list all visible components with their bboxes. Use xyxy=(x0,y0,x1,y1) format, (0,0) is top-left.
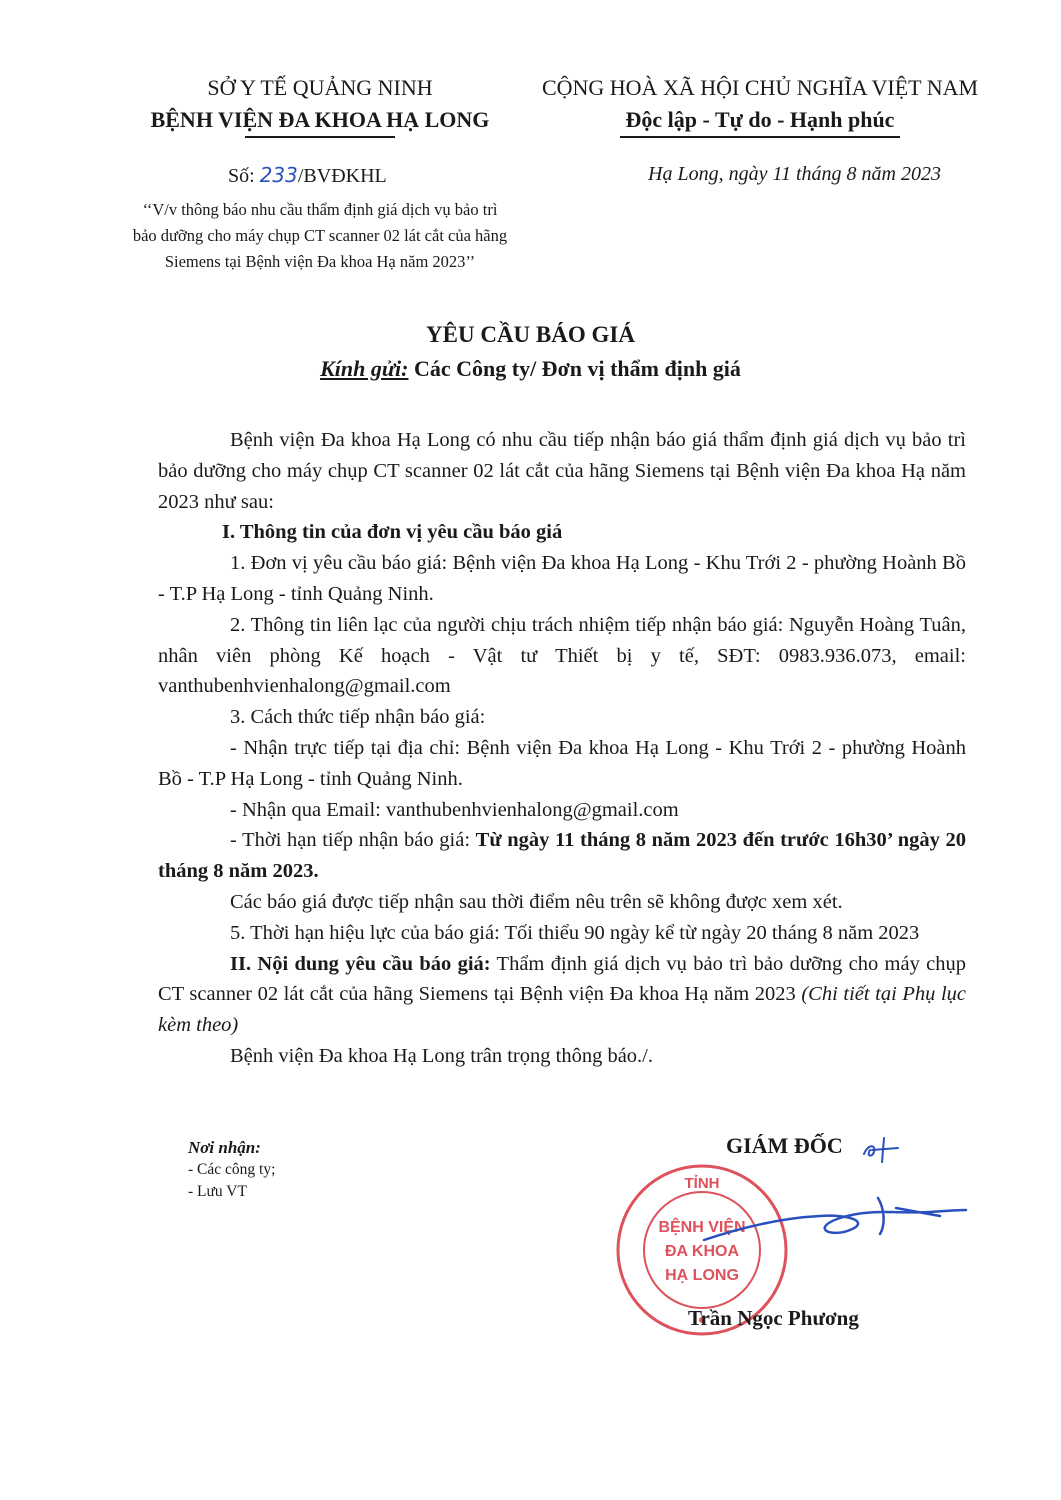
handwritten-signature xyxy=(700,1188,970,1248)
stamp-line-1: BỆNH VIỆN xyxy=(658,1219,746,1236)
item-1: 1. Đơn vị yêu cầu báo giá: Bệnh viện Đa khoa Hạ Long - Khu Trới 2 - phường Hoành Bồ - T.P Hạ Long - tỉnh Quảng Ninh. xyxy=(158,552,966,605)
signer-name: Trần Ngọc Phương xyxy=(688,1306,859,1330)
hospital-underline xyxy=(245,136,395,138)
note-paragraph: Các báo giá được tiếp nhận sau thời điểm nêu trên sẽ không được xem xét. xyxy=(230,890,843,913)
motto-underline xyxy=(620,136,900,138)
recipient-label: Kính gửi: xyxy=(320,356,409,381)
header-left xyxy=(120,72,520,138)
recipient-text: Các Công ty/ Đơn vị thẩm định giá xyxy=(408,356,741,381)
hospital-name: BỆNH VIỆN ĐA KHOA HẠ LONG xyxy=(150,107,490,132)
item-3: 3. Cách thức tiếp nhận báo giá: xyxy=(230,706,486,729)
receivers-block xyxy=(188,1137,275,1203)
receiver-item: - Các công ty; xyxy=(188,1161,276,1178)
stamp-line-2: ĐA KHOA xyxy=(664,1243,740,1260)
receivers-label: Nơi nhận: xyxy=(188,1138,261,1157)
intro-paragraph: Bệnh viện Đa khoa Hạ Long có nhu cầu tiếp nhận báo giá thẩm định giá dịch vụ bảo trì bảo dưỡng cho máy chụp CT scanner 02 lát cắt của hãng Siemens tại Bệnh viện Đa khoa Hạ năm 2023 như sau: xyxy=(158,429,966,513)
section-1-heading: I. Thông tin của đơn vị yêu cầu báo giá xyxy=(222,521,563,544)
signer-position: GIÁM ĐỐC xyxy=(726,1133,843,1158)
item-3a: - Nhận trực tiếp tại địa chỉ: Bệnh viện Đa khoa Hạ Long - Khu Trới 2 - phường Hoành Bồ - T.P Hạ Long - tỉnh Quảng Ninh. xyxy=(158,736,966,790)
document-subject: ‘‘V/v thông báo nhu cầu thẩm định giá dịch vụ bảo trì bảo dưỡng cho máy chụp CT scanner 02 lát cắt của hãng Siemens tại Bệnh viện Đa khoa Hạ năm 2023’’ xyxy=(132,200,508,271)
stamp-top-text: TỈNH xyxy=(684,1175,720,1192)
handwritten-number: 233 xyxy=(259,163,298,187)
national-motto: Độc lập - Tự do - Hạnh phúc xyxy=(625,107,895,132)
section-2: II. Nội dung yêu cầu báo giá: Thẩm định giá dịch vụ bảo trì bảo dưỡng cho máy chụp CT scanner 02 lát cắt của hãng Siemens tại Bệnh viện Đa khoa Hạ năm 2023 (Chi tiết tại Phụ lục kèm theo) xyxy=(158,952,966,1037)
national-title: CỘNG HOÀ XÃ HỘI CHỦ NGHĨA VIỆT NAM xyxy=(541,75,979,100)
stamp-line-3: HẠ LONG xyxy=(665,1267,739,1284)
recipient-line xyxy=(0,356,1061,382)
closing-paragraph: Bệnh viện Đa khoa Hạ Long trân trọng thông báo./. xyxy=(230,1044,654,1067)
item-2: 2. Thông tin liên lạc của người chịu trách nhiệm tiếp nhận báo giá: Nguyễn Hoàng Tuân, nhân viên phòng Kế hoạch - Vật tư Thiết bị y tế, SĐT: 0983.936.073, email: vanthubenhvienhalong@gmail.com xyxy=(158,613,966,698)
receiver-item: - Lưu VT xyxy=(188,1183,247,1200)
item-3b: - Nhận qua Email: vanthubenhvienhalong@gmail.com xyxy=(230,798,679,821)
initial-mark-icon xyxy=(858,1132,904,1166)
department-name: SỞ Y TẾ QUẢNG NINH xyxy=(207,75,433,100)
item-5: 5. Thời hạn hiệu lực của báo giá: Tối thiểu 90 ngày kể từ ngày 20 tháng 8 năm 2023 xyxy=(230,921,920,944)
document-number: Số: 233/BVĐKHL xyxy=(228,163,387,187)
document-title: YÊU CẦU BÁO GIÁ xyxy=(426,322,635,347)
document-date: Hạ Long, ngày 11 tháng 8 năm 2023 xyxy=(648,163,941,185)
header-right xyxy=(500,72,1020,138)
document-body xyxy=(158,425,966,1072)
item-3c: - Thời hạn tiếp nhận báo giá: Từ ngày 11 tháng 8 năm 2023 đến trước 16h30’ ngày 20 tháng 8 năm 2023. xyxy=(158,829,966,883)
